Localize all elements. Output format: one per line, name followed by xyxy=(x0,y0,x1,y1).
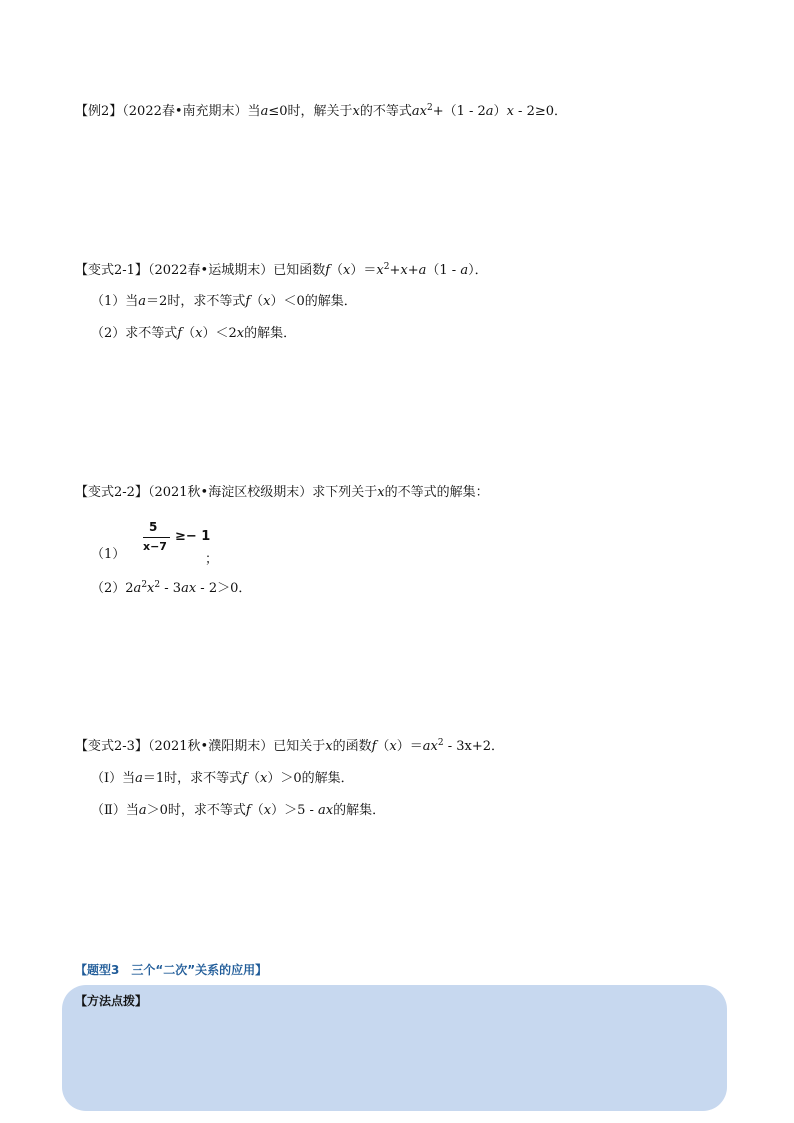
text: ）． xyxy=(468,263,488,278)
variant-2-3-line xyxy=(75,738,504,756)
fraction-numerator: 5 xyxy=(149,520,158,534)
var-x: x xyxy=(400,263,408,278)
exponent: 2 xyxy=(437,738,444,748)
text: （1 - xyxy=(426,263,461,278)
text: 当 xyxy=(247,104,261,119)
text: + xyxy=(389,263,401,278)
variant-2-3-source: （2021秋•濮阳期末） xyxy=(147,739,274,754)
variant-2-2-tag: 【变式2-2】 xyxy=(75,485,148,500)
var-x: x xyxy=(389,739,397,754)
var-f: f xyxy=(177,326,183,341)
text: （1） xyxy=(91,547,126,562)
var-f: f xyxy=(325,263,331,278)
variant-2-3-q2 xyxy=(91,802,385,820)
var-a: a xyxy=(418,263,427,278)
var-x: x xyxy=(376,263,384,278)
text: - 3x+2． xyxy=(443,739,505,754)
var-f: f xyxy=(245,294,251,309)
text: ）＞0的解集． xyxy=(267,771,354,786)
exponent: 2 xyxy=(141,580,148,590)
var-x: x xyxy=(352,104,360,119)
text: 的解集． xyxy=(244,326,297,341)
var-f: f xyxy=(371,739,377,754)
text: - 3 xyxy=(160,581,182,596)
var-a: a xyxy=(260,104,269,119)
variant-2-1-q1 xyxy=(91,293,357,311)
text: ）＞5 - xyxy=(271,803,318,818)
var-x: x xyxy=(195,326,203,341)
text: （2）2 xyxy=(91,581,134,596)
fraction-denominator: x−7 xyxy=(143,540,167,553)
text: （Ⅰ）当 xyxy=(91,771,136,786)
text: ）＜0的解集． xyxy=(270,294,357,309)
text: 已知函数 xyxy=(273,263,326,278)
var-a: a xyxy=(460,263,469,278)
text: （2）求不等式 xyxy=(91,326,178,341)
variant-2-2-source: （2021秋•海淀区校级期末） xyxy=(147,485,313,500)
variant-2-1-line xyxy=(75,262,488,280)
text: +（1 - 2 xyxy=(432,104,486,119)
text: （ xyxy=(182,326,196,341)
text: ）＝ xyxy=(396,739,423,754)
var-a: a xyxy=(485,104,494,119)
text: ＝2时，求不等式 xyxy=(146,294,246,309)
variant-2-3-q1 xyxy=(91,770,354,788)
variant-2-2-line xyxy=(75,484,489,502)
var-x: x xyxy=(236,326,245,341)
text: ）＜2 xyxy=(202,326,237,341)
text: 的不等式 xyxy=(359,104,412,119)
section-heading: 【题型3 三个“二次”关系的应用】 xyxy=(75,963,268,977)
text: （ xyxy=(250,803,264,818)
variant-2-1-tag: 【变式2-1】 xyxy=(75,263,148,278)
text: （1）当 xyxy=(91,294,139,309)
example-2-source: （2022春•南充期末） xyxy=(122,104,248,119)
var-a: a xyxy=(138,294,147,309)
example-2-line xyxy=(75,103,567,121)
text: ＞0时，求不等式 xyxy=(146,803,246,818)
variant-2-2-q1-label xyxy=(91,546,125,564)
text: （ xyxy=(376,739,390,754)
variant-2-1-q2 xyxy=(91,325,296,343)
text: ）＝ xyxy=(350,263,377,278)
var-ax: ax xyxy=(411,104,427,119)
example-2-tag: 【例2】 xyxy=(75,104,123,119)
semicolon: ； xyxy=(205,552,219,567)
var-x: x xyxy=(325,739,333,754)
exponent: 2 xyxy=(383,262,390,272)
var-x: x xyxy=(506,104,514,119)
text: 的解集． xyxy=(333,803,386,818)
exponent: 2 xyxy=(154,580,161,590)
var-a: a xyxy=(135,771,143,786)
text: 已知关于 xyxy=(273,739,326,754)
text: （ xyxy=(250,294,264,309)
variant-2-1-source: （2022春•运城期末） xyxy=(147,263,274,278)
var-a: a xyxy=(138,803,147,818)
var-x: x xyxy=(147,581,155,596)
fraction-relation: ≥− 1 xyxy=(175,529,211,544)
text: ＝1时，求不等式 xyxy=(142,771,243,786)
var-x: x xyxy=(260,771,268,786)
var-a: a xyxy=(133,581,142,596)
text: （ xyxy=(247,771,261,786)
fraction-bar xyxy=(143,537,170,538)
exponent: 2 xyxy=(426,103,433,113)
var-x: x xyxy=(377,485,385,500)
method-tips-box xyxy=(62,985,727,1111)
text: - 2≥0． xyxy=(513,104,567,119)
var-x: x xyxy=(263,803,272,818)
variant-2-3-tag: 【变式2-3】 xyxy=(75,739,148,754)
text: + xyxy=(407,263,419,278)
var-ax: ax xyxy=(181,581,197,596)
text: - 2＞0． xyxy=(196,581,252,596)
var-ax: ax xyxy=(422,739,438,754)
text: ） xyxy=(493,104,507,119)
text: 的不等式的解集： xyxy=(384,485,489,500)
text: 求下列关于 xyxy=(312,485,378,500)
method-tips-label: 【方法点拨】 xyxy=(75,994,148,1008)
var-f: f xyxy=(242,771,247,786)
text: 的函数 xyxy=(332,739,372,754)
var-ax: ax xyxy=(318,803,334,818)
text: （Ⅱ）当 xyxy=(91,803,139,818)
var-x: x xyxy=(343,263,351,278)
text: ≤0时，解关于 xyxy=(268,104,353,119)
text: （ xyxy=(330,263,344,278)
variant-2-2-q2 xyxy=(91,580,251,598)
var-x: x xyxy=(263,294,271,309)
var-f: f xyxy=(245,803,251,818)
